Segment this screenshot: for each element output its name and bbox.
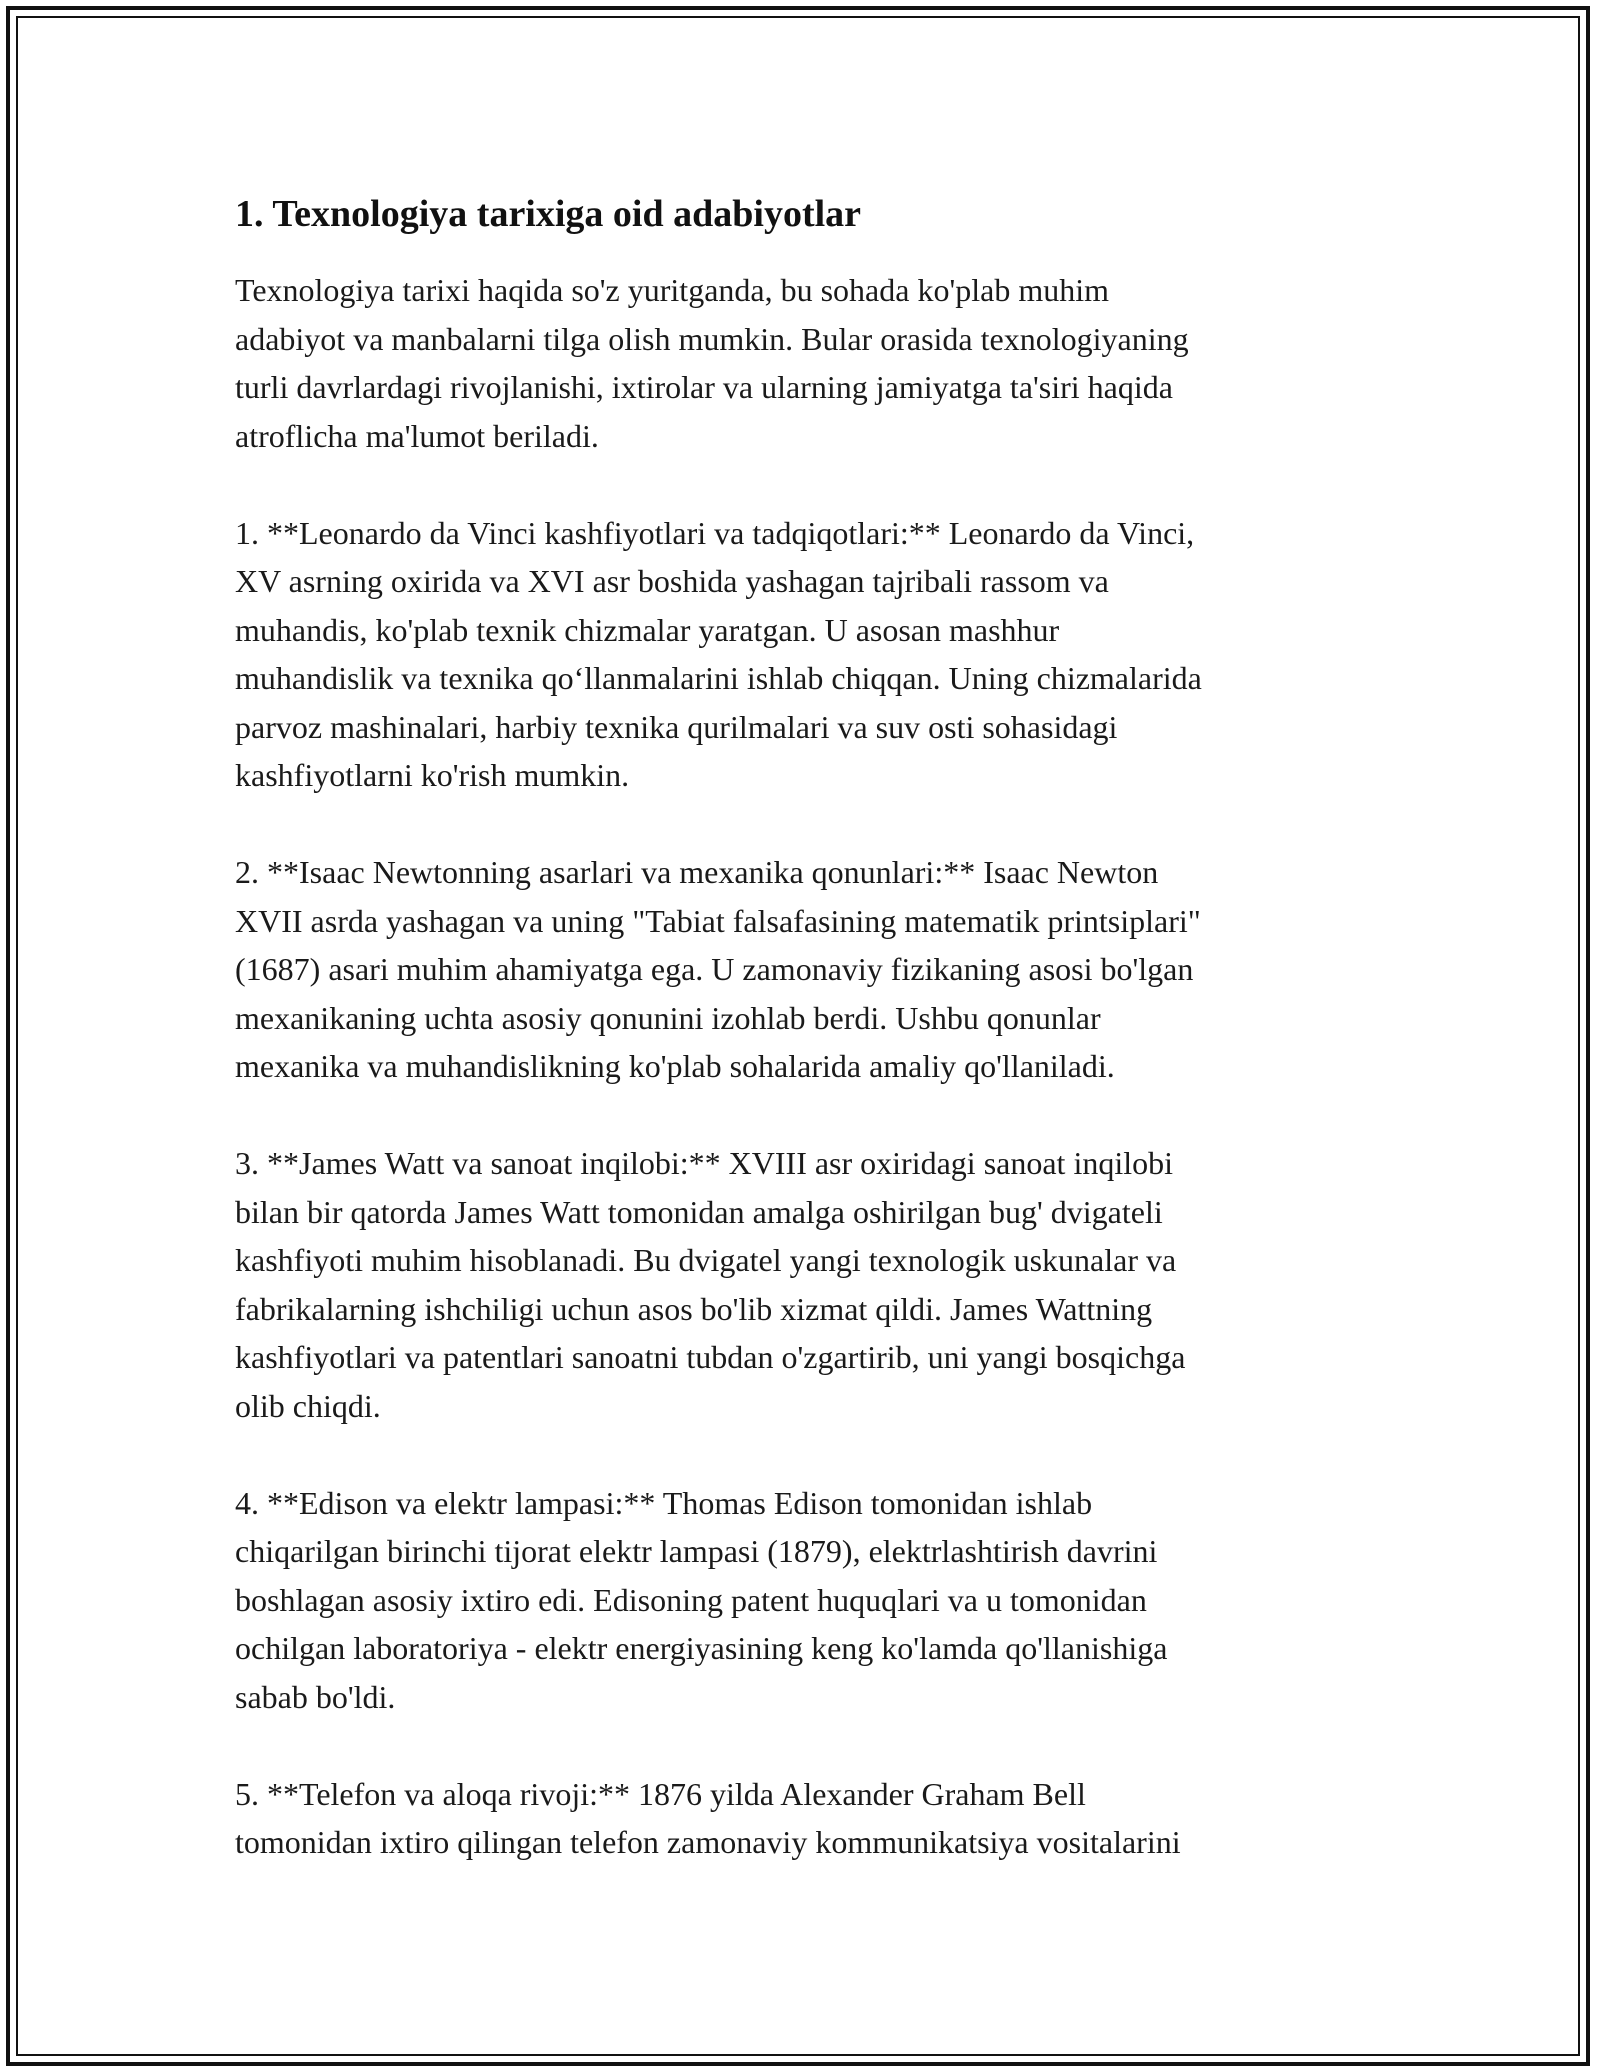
paragraph-line: 5. **Telefon va aloqa rivoji:** 1876 yilda Alexander Graham Bell (235, 1775, 1086, 1812)
paragraph-line: mexanika va muhandislikning ko'plab sohalarida amaliy qo'llaniladi. (235, 1048, 1115, 1084)
paragraph-line: XVII asrda yashagan va uning "Tabiat falsafasining matematik printsiplari" (235, 902, 1201, 939)
paragraph-line: turli davrlardagi rivojlanishi, ixtirolar va ularning jamiyatga ta'siri haqida (235, 369, 1173, 405)
paragraph-line: mexanikaning uchta asosiy qonunini izohlab berdi. Ushbu qonunlar (235, 999, 1101, 1036)
paragraph-line: muhandislik va texnika qo‘llanmalarini ishlab chiqqan. Uning chizmalarida (235, 660, 1202, 696)
paragraph-line: 1. **Leonardo da Vinci kashfiyotlari va tadqiqotlari:** Leonardo da Vinci, (235, 514, 1195, 551)
paragraph-line: 2. **Isaac Newtonning asarlari va mexanika qonunlari:** Isaac Newton (235, 854, 1159, 890)
paragraph-line: fabrikalarning ishchiligi uchun asos bo'lib xizmat qildi. James Wattning (235, 1290, 1153, 1327)
paragraph-line: 4. **Edison va elektr lampasi:** Thomas Edison tomonidan ishlab (235, 1484, 1093, 1521)
paragraph-line: olib chiqdi. (235, 1387, 381, 1424)
paragraph-line: kashfiyotlarni ko'rish mumkin. (235, 757, 630, 793)
paragraph-line: chiqarilgan birinchi tijorat elektr lampasi (1879), elektrlashtirish davrini (235, 1533, 1158, 1569)
list-item-newton (235, 848, 1365, 1091)
paragraph-line: kashfiyotlari va patentlari sanoatni tubdan o'zgartirib, uni yangi bosqichga (235, 1339, 1186, 1375)
list-item-leonardo (235, 509, 1365, 800)
paragraph-line: muhandis, ko'plab texnik chizmalar yaratgan. U asosan mashhur (235, 611, 1060, 648)
section-heading: 1. Texnologiya tarixiga oid adabiyotlar (235, 193, 862, 235)
paragraph-line: ochilgan laboratoriya - elektr energiyasining keng ko'lamda qo'llanishiga (235, 1630, 1168, 1666)
paragraph-line: adabiyot va manbalarni tilga olish mumkin. Bular orasida texnologiyaning (235, 320, 1189, 357)
paragraph-line: boshlagan asosiy ixtiro edi. Edisoning patent huquqlari va u tomonidan (235, 1581, 1147, 1618)
paragraph-line: bilan bir qatorda James Watt tomonidan amalga oshirilgan bug' dvigateli (235, 1193, 1163, 1230)
paragraph-line: (1687) asari muhim ahamiyatga ega. U zamonaviy fizikaning asosi bo'lgan (235, 951, 1194, 987)
document-body (235, 190, 1365, 1915)
list-item-watt (235, 1139, 1365, 1430)
list-item-telefon (235, 1770, 1365, 1867)
paragraph-line: tomonidan ixtiro qilingan telefon zamonaviy kommunikatsiya vositalarini (235, 1824, 1181, 1860)
paragraph-line: sabab bo'ldi. (235, 1678, 396, 1715)
intro-paragraph (235, 266, 1365, 460)
paragraph-line: atroflicha ma'lumot beriladi. (235, 417, 599, 454)
paragraph-line: 3. **James Watt va sanoat inqilobi:** XVIII asr oxiridagi sanoat inqilobi (235, 1145, 1173, 1181)
paragraph-line: XV asrning oxirida va XVI asr boshida yashagan tajribali rassom va (235, 563, 1109, 599)
paragraph-line: kashfiyoti muhim hisoblanadi. Bu dvigatel yangi texnologik uskunalar va (235, 1242, 1177, 1278)
list-item-edison (235, 1479, 1365, 1722)
paragraph-line: Texnologiya tarixi haqida so'z yuritganda, bu sohada ko'plab muhim (235, 272, 1109, 308)
paragraph-line: parvoz mashinalari, harbiy texnika qurilmalari va suv osti sohasidagi (235, 708, 1118, 745)
